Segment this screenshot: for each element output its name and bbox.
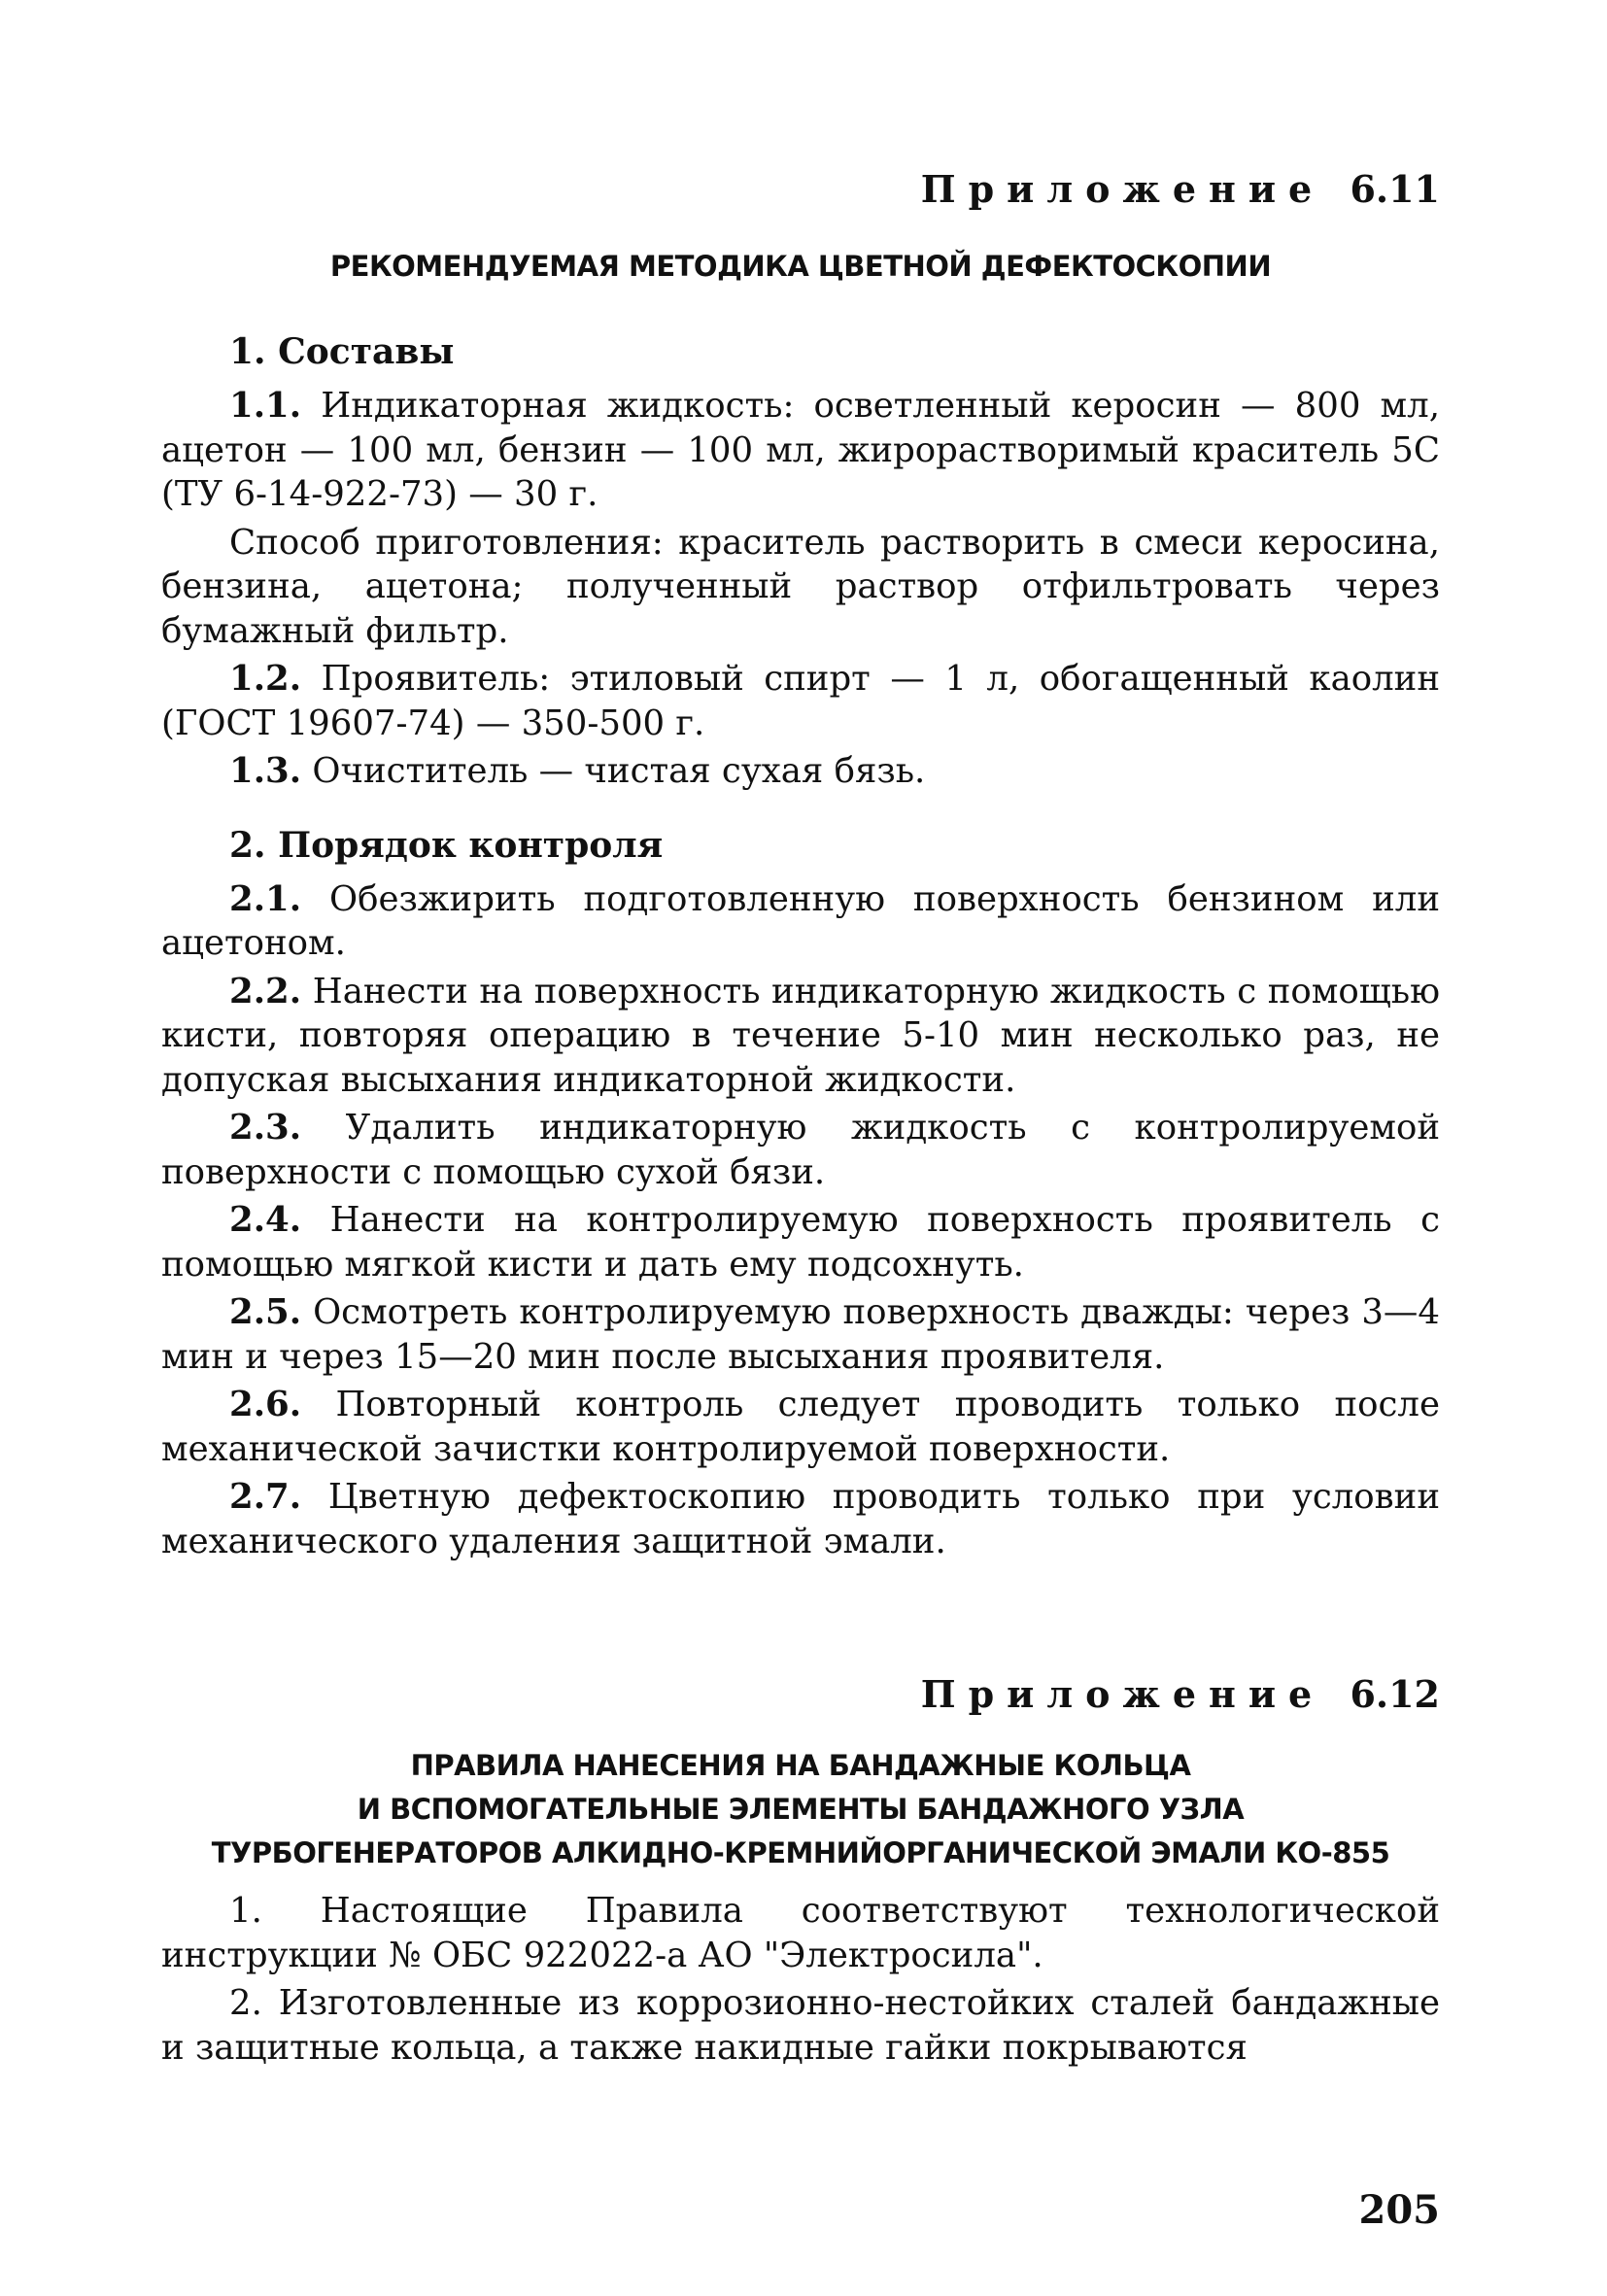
appendix-6-12-body (161, 1889, 1440, 2070)
item-text: Очиститель — чистая сухая бязь. (312, 751, 926, 791)
item-number: 2.7. (229, 1477, 302, 1517)
appendix-6-11-title: РЕКОМЕНДУЕМАЯ МЕТОДИКА ЦВЕТНОЙ ДЕФЕКТОСКОПИИ (329, 250, 1272, 283)
paragraph-preparation (161, 521, 1440, 654)
paragraph-2-7 (161, 1475, 1440, 1563)
appendix-label-6-11 (161, 165, 1440, 214)
item-text: Способ приготовления: краситель растворить в смеси керосина, бензина, ацетона; полученный раствор отфильтровать через бумажный фильтр. (161, 522, 1440, 651)
item-number: 1. (229, 1891, 262, 1931)
section-compositions-body (161, 384, 1440, 794)
item-text: Индикаторная жидкость: осветленный керосин — 800 мл, ацетон — 100 мл, бензин — 100 мл, жирорастворимый краситель 5С (ТУ 6-14-922-73) — 30 г. (161, 386, 1440, 514)
appendix-label-6-12 (161, 1670, 1440, 1719)
item-text: Обезжирить подготовленную поверхность бензином или ацетоном. (161, 878, 1440, 963)
paragraph-2-1 (161, 877, 1440, 966)
item-number: 2.4. (229, 1200, 302, 1240)
item-text: Цветную дефектоскопию проводить только при условии механического удаления защитной эмали. (161, 1477, 1440, 1561)
appendix-label-text: Приложение (920, 167, 1325, 211)
item-number: 2.1. (229, 878, 302, 919)
item-text: Проявитель: этиловый спирт — 1 л, обогащенный каолин (ГОСТ 19607-74) — 350-500 г. (161, 659, 1440, 743)
appendix-number: 6.12 (1350, 1672, 1440, 1716)
paragraph-2-2 (161, 970, 1440, 1103)
item-number: 1.3. (229, 751, 302, 791)
item-number: 2.3. (229, 1108, 302, 1148)
item-number: 2.2. (229, 971, 302, 1011)
item-number: 1.2. (229, 659, 302, 699)
item-text: Удалить индикаторную жидкость с контролируемой поверхности с помощью сухой бязи. (161, 1108, 1440, 1192)
paragraph-2-3 (161, 1106, 1440, 1194)
title-line: ТУРБОГЕНЕРАТОРОВ АЛКИДНО-КРЕМНИЙОРГАНИЧЕСКОЙ ЭМАЛИ КО-855 (211, 1836, 1390, 1869)
section-heading-compositions: 1. Составы (229, 331, 455, 372)
paragraph-rules-2 (161, 1981, 1440, 2070)
paragraph-rules-1 (161, 1889, 1440, 1977)
appendix-number: 6.11 (1350, 167, 1440, 211)
item-text: Повторный контроль следует проводить только после механической зачистки контролируемой поверхности. (161, 1385, 1440, 1469)
page-number: 205 (1358, 2187, 1440, 2233)
item-text: Нанести на контролируемую поверхность проявитель с помощью мягкой кисти и дать ему подсохнуть. (161, 1200, 1440, 1285)
item-text: Нанести на поверхность индикаторную жидкость с помощью кисти, повторяя операцию в течение 5-10 мин несколько раз, не допуская высыхания индикаторной жидкости. (161, 971, 1440, 1100)
paragraph-2-5 (161, 1290, 1440, 1379)
item-number: 2.5. (229, 1292, 302, 1332)
paragraph-2-4 (161, 1198, 1440, 1286)
appendix-6-12-title (161, 1744, 1440, 1875)
item-text: Изготовленные из коррозионно-нестойких сталей бандажные и защитные кольца, а также накидные гайки покрываются (161, 1983, 1440, 2068)
item-text: Настоящие Правила соответствуют технологической инструкции № ОБС 922022-а АО "Электросила". (161, 1891, 1440, 1975)
paragraph-2-6 (161, 1383, 1440, 1471)
item-number: 2.6. (229, 1385, 302, 1424)
title-line: ПРАВИЛА НАНЕСЕНИЯ НА БАНДАЖНЫЕ КОЛЬЦА (410, 1749, 1191, 1782)
item-number: 2. (229, 1983, 262, 2023)
document-page (161, 146, 1440, 2235)
title-line: И ВСПОМОГАТЕЛЬНЫЕ ЭЛЕМЕНТЫ БАНДАЖНОГО УЗЛА (357, 1793, 1245, 1826)
item-number: 1.1. (229, 386, 302, 426)
appendix-label-text: Приложение (920, 1672, 1325, 1716)
section-control-body (161, 877, 1440, 1564)
section-heading-control-procedure: 2. Порядок контроля (229, 824, 664, 866)
item-text: Осмотреть контролируемую поверхность дважды: через 3—4 мин и через 15—20 мин после высыхания проявителя. (161, 1292, 1440, 1377)
paragraph-1-3 (161, 749, 1440, 794)
paragraph-1-2 (161, 657, 1440, 745)
paragraph-1-1 (161, 384, 1440, 517)
